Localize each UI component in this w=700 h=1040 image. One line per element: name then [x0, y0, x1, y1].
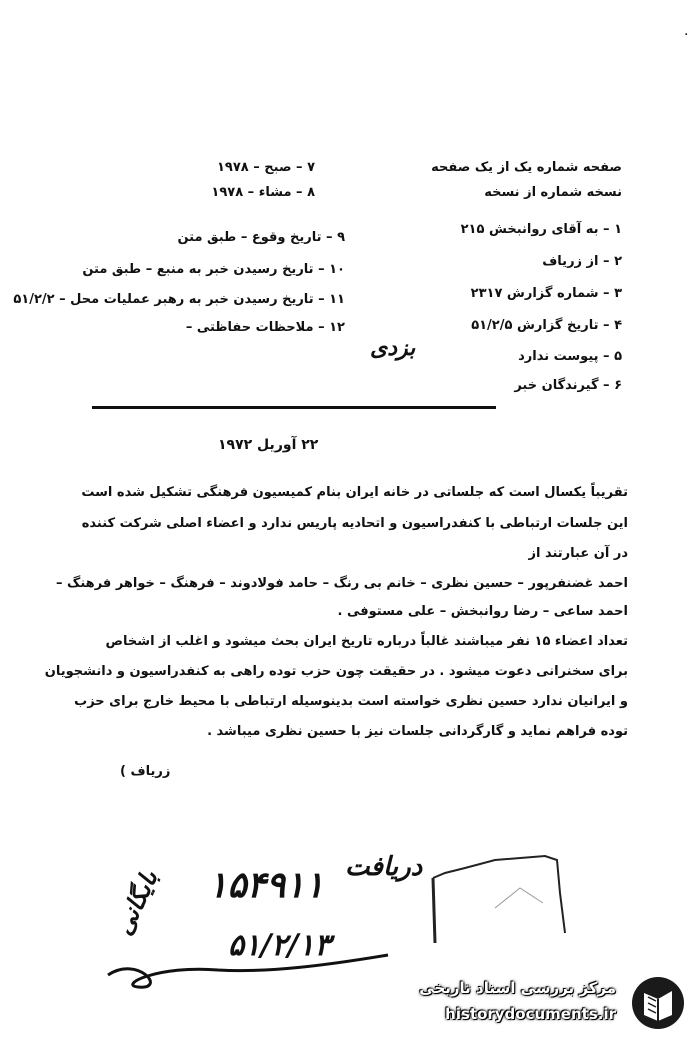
header-attachment: ۵ – پیوست ندارد — [518, 349, 622, 364]
body-line-6: تعداد اعضاء ۱۵ نفر میباشند غالباً درباره تاریخ ایران بحث میشود و اغلب از اشخاص — [105, 634, 628, 649]
handwritten-date: ۵۱/۲/۱۳ — [228, 928, 331, 963]
book-logo-icon — [630, 975, 686, 1031]
header-source-date: ۱۰ – تاریخ رسیدن خبر به منبع – طبق متن — [82, 262, 345, 277]
report-date-line: ۲۲ آوریل ۱۹۷۲ — [218, 437, 319, 453]
handwritten-received: دریافت — [345, 852, 423, 882]
body-line-8: و ایرانیان ندارد حسین نظری خواسته است بدینوسیله ارتباطی با محیط خارج برای حزب — [74, 694, 628, 709]
body-line-5: احمد ساعی – رضا روانبخش – علی مستوفی . — [337, 604, 628, 619]
watermark-url: historydocuments.ir — [445, 1005, 616, 1023]
header-report-number: ۳ – شماره گزارش ۲۳۱۷ — [470, 286, 622, 301]
header-line-7: ۷ – صبح – ۱۹۷۸ — [216, 160, 315, 175]
signature-name: زریاف ) — [120, 764, 171, 779]
header-operation-date: ۱۱ – تاریخ رسیدن خبر به رهبر عملیات محل – ۵۱/۲/۲ — [13, 292, 345, 307]
corner-mark: ٠ — [682, 26, 690, 42]
header-from: ۲ – از زریاف — [542, 254, 622, 269]
header-event-date: ۹ – تاریخ وقوع – طبق متن — [177, 230, 345, 245]
body-line-3: در آن عبارتند از — [528, 546, 628, 561]
separator-line — [92, 406, 496, 409]
body-line-7: برای سخنرانی دعوت میشود . در حقیقت چون حزب توده راهی به کنفدراسیون و دانشجویان — [44, 664, 628, 679]
watermark-title: مرکز بررسی اسناد تاریخی — [419, 979, 616, 997]
header-recipients: ۶ – گیرندگان خبر — [514, 378, 622, 393]
handwritten-flourish — [98, 915, 398, 995]
handwritten-number: ۱۵۴۹۱۱ — [208, 864, 325, 906]
body-line-1: تقریباً یکسال است که جلساتی در خانه ایران بنام کمیسیون فرهنگی تشکیل شده است — [81, 485, 628, 500]
header-copy-number: نسخه شماره از نسخه — [484, 185, 622, 200]
body-line-9: توده فراهم نماید و گارگردانی جلسات نیز با حسین نظری میباشد . — [207, 724, 628, 739]
header-security-notes: ۱۲ – ملاحظات حفاظتی – — [185, 320, 345, 335]
handwritten-initials: بزدی — [370, 335, 416, 361]
header-report-date: ۴ – تاریخ گزارش ۵۱/۲/۵ — [471, 318, 622, 333]
watermark — [386, 975, 686, 1035]
body-line-4: احمد غضنفرپور – حسین نظری – خانم بی رنگ – حامد فولادوند – فرهنگ – خواهر فرهنگ – — [56, 576, 628, 591]
stamp-box — [425, 848, 575, 958]
header-line-8: ۸ – مشاء – ۱۹۷۸ — [211, 185, 315, 200]
header-to: ۱ – به آقای روانبخش ۲۱۵ — [460, 222, 622, 237]
body-line-2: این جلسات ارتباطی با کنفدراسیون و اتحادیه پاریس ندارد و اعضاء اصلی شرکت کننده — [81, 516, 628, 531]
handwritten-archive: بایگانی — [108, 865, 164, 940]
header-page-number: صفحه شماره یک از یک صفحه — [431, 160, 622, 175]
